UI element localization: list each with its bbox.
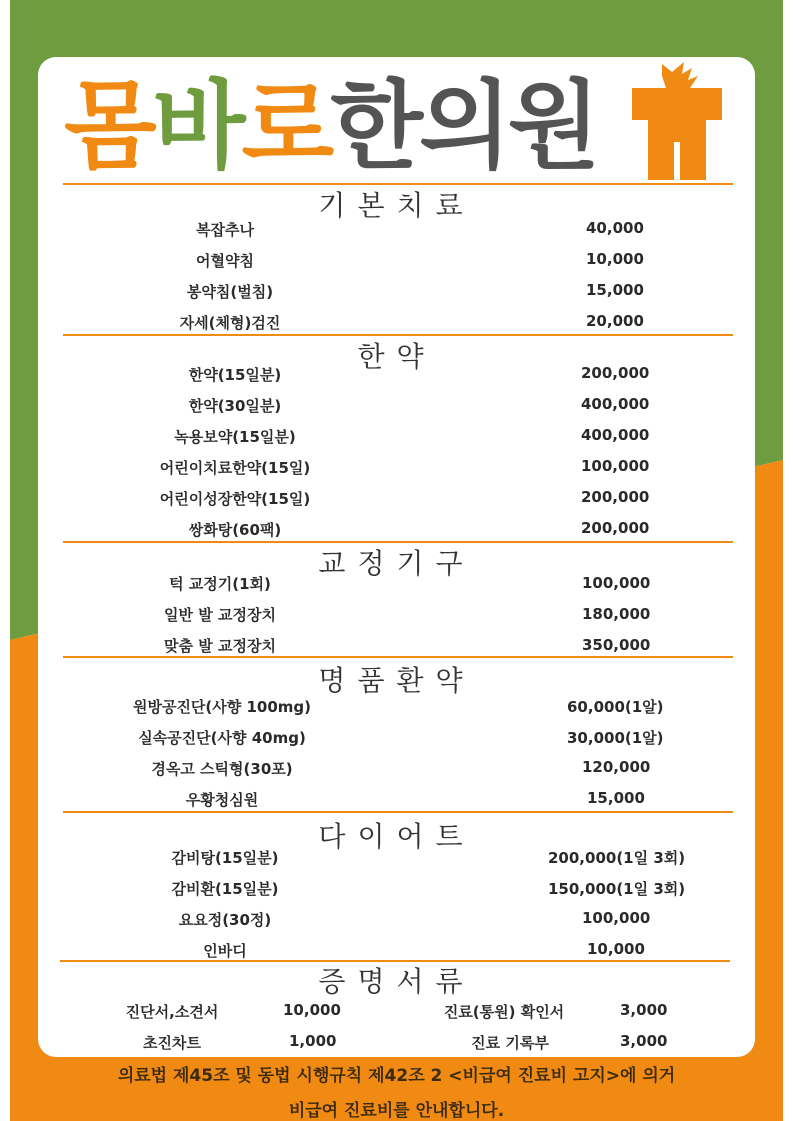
item-price: 180,000 <box>582 605 651 623</box>
item-price: 20,000 <box>586 312 644 330</box>
item-price: 10,000 <box>586 250 644 268</box>
item-price: 3,000 <box>620 1001 668 1019</box>
item-price: 100,000 <box>582 574 651 592</box>
item-name: 한약(30일분) <box>188 397 282 415</box>
item-name: 일반 발 교정장치 <box>164 606 276 624</box>
item-price: 100,000 <box>581 457 650 475</box>
item-price: 3,000 <box>620 1032 668 1050</box>
legal-notice-line-1: 의료법 제45조 및 동법 시행규칙 제42조 2 <비급여 진료비 고지>에 의거 <box>117 1066 676 1086</box>
item-name: 요요정(30정) <box>178 911 272 929</box>
item-price: 350,000 <box>582 636 651 654</box>
section-title-documents: 증명서류 <box>318 965 475 998</box>
item-name: 봉약침(벌침) <box>186 283 274 301</box>
item-name: 쌍화탕(60팩) <box>188 521 282 539</box>
item-name: 경옥고 스틱형(30포) <box>151 760 293 778</box>
item-name: 한약(15일분) <box>188 366 282 384</box>
item-name: 감비환(15일분) <box>171 880 279 898</box>
item-price: 400,000 <box>581 426 650 444</box>
item-name: 인바디 <box>203 942 247 960</box>
section-title-diet: 다이어트 <box>318 820 475 853</box>
divider <box>63 811 733 813</box>
item-name: 초진차트 <box>143 1034 201 1052</box>
item-name: 실속공진단(사향 40mg) <box>138 729 306 747</box>
divider <box>63 656 733 658</box>
item-name: 진료 기록부 <box>471 1034 549 1052</box>
item-name: 우황청심원 <box>185 791 259 809</box>
section-title-herbal: 한약 <box>357 340 436 373</box>
section-title-premium: 명품환약 <box>318 664 475 697</box>
item-price: 120,000 <box>582 758 651 776</box>
logo-part-3: 로 <box>241 70 331 182</box>
item-price: 150,000(1일 3회) <box>548 880 686 898</box>
logo-part-4: 한의원 <box>330 70 597 182</box>
clinic-logo <box>64 66 624 186</box>
item-name: 어린이성장한약(15일) <box>159 490 311 508</box>
item-price: 10,000 <box>587 940 645 958</box>
item-price: 100,000 <box>582 909 651 927</box>
item-price: 200,000 <box>581 519 650 537</box>
item-name: 맞춤 발 교정장치 <box>164 637 276 655</box>
item-name: 녹용보약(15일분) <box>174 428 296 446</box>
item-price: 40,000 <box>586 219 644 237</box>
item-price: 400,000 <box>581 395 650 413</box>
item-price: 15,000 <box>586 281 644 299</box>
section-title-correction: 교정기구 <box>318 547 475 580</box>
item-name: 진단서,소견서 <box>125 1003 219 1021</box>
legal-notice-line-2: 비급여 진료비를 안내합니다. <box>288 1101 505 1121</box>
item-price: 15,000 <box>587 789 645 807</box>
item-price: 200,000 <box>581 488 650 506</box>
item-price: 10,000 <box>283 1001 341 1019</box>
logo-part-1: 몸 <box>64 70 153 182</box>
section-title-basic: 기본치료 <box>318 189 475 222</box>
item-name: 어혈약침 <box>196 252 254 270</box>
item-price: 200,000 <box>581 364 650 382</box>
item-price: 30,000(1알) <box>567 729 664 747</box>
item-name: 감비탕(15일분) <box>171 849 279 867</box>
item-name: 진료(통원) 확인서 <box>443 1003 565 1021</box>
item-name: 복잡추나 <box>196 221 254 239</box>
item-name: 어린이치료한약(15일) <box>159 459 311 477</box>
person-silhouette-icon <box>632 62 728 180</box>
item-price: 200,000(1일 3회) <box>548 849 686 867</box>
item-price: 1,000 <box>289 1032 337 1050</box>
item-name: 자세(체형)검진 <box>179 314 281 332</box>
item-price: 60,000(1알) <box>567 698 664 716</box>
logo-part-2: 바 <box>152 70 242 182</box>
item-name: 턱 교정기(1회) <box>169 575 271 593</box>
item-name: 원방공진단(사향 100mg) <box>132 698 312 716</box>
